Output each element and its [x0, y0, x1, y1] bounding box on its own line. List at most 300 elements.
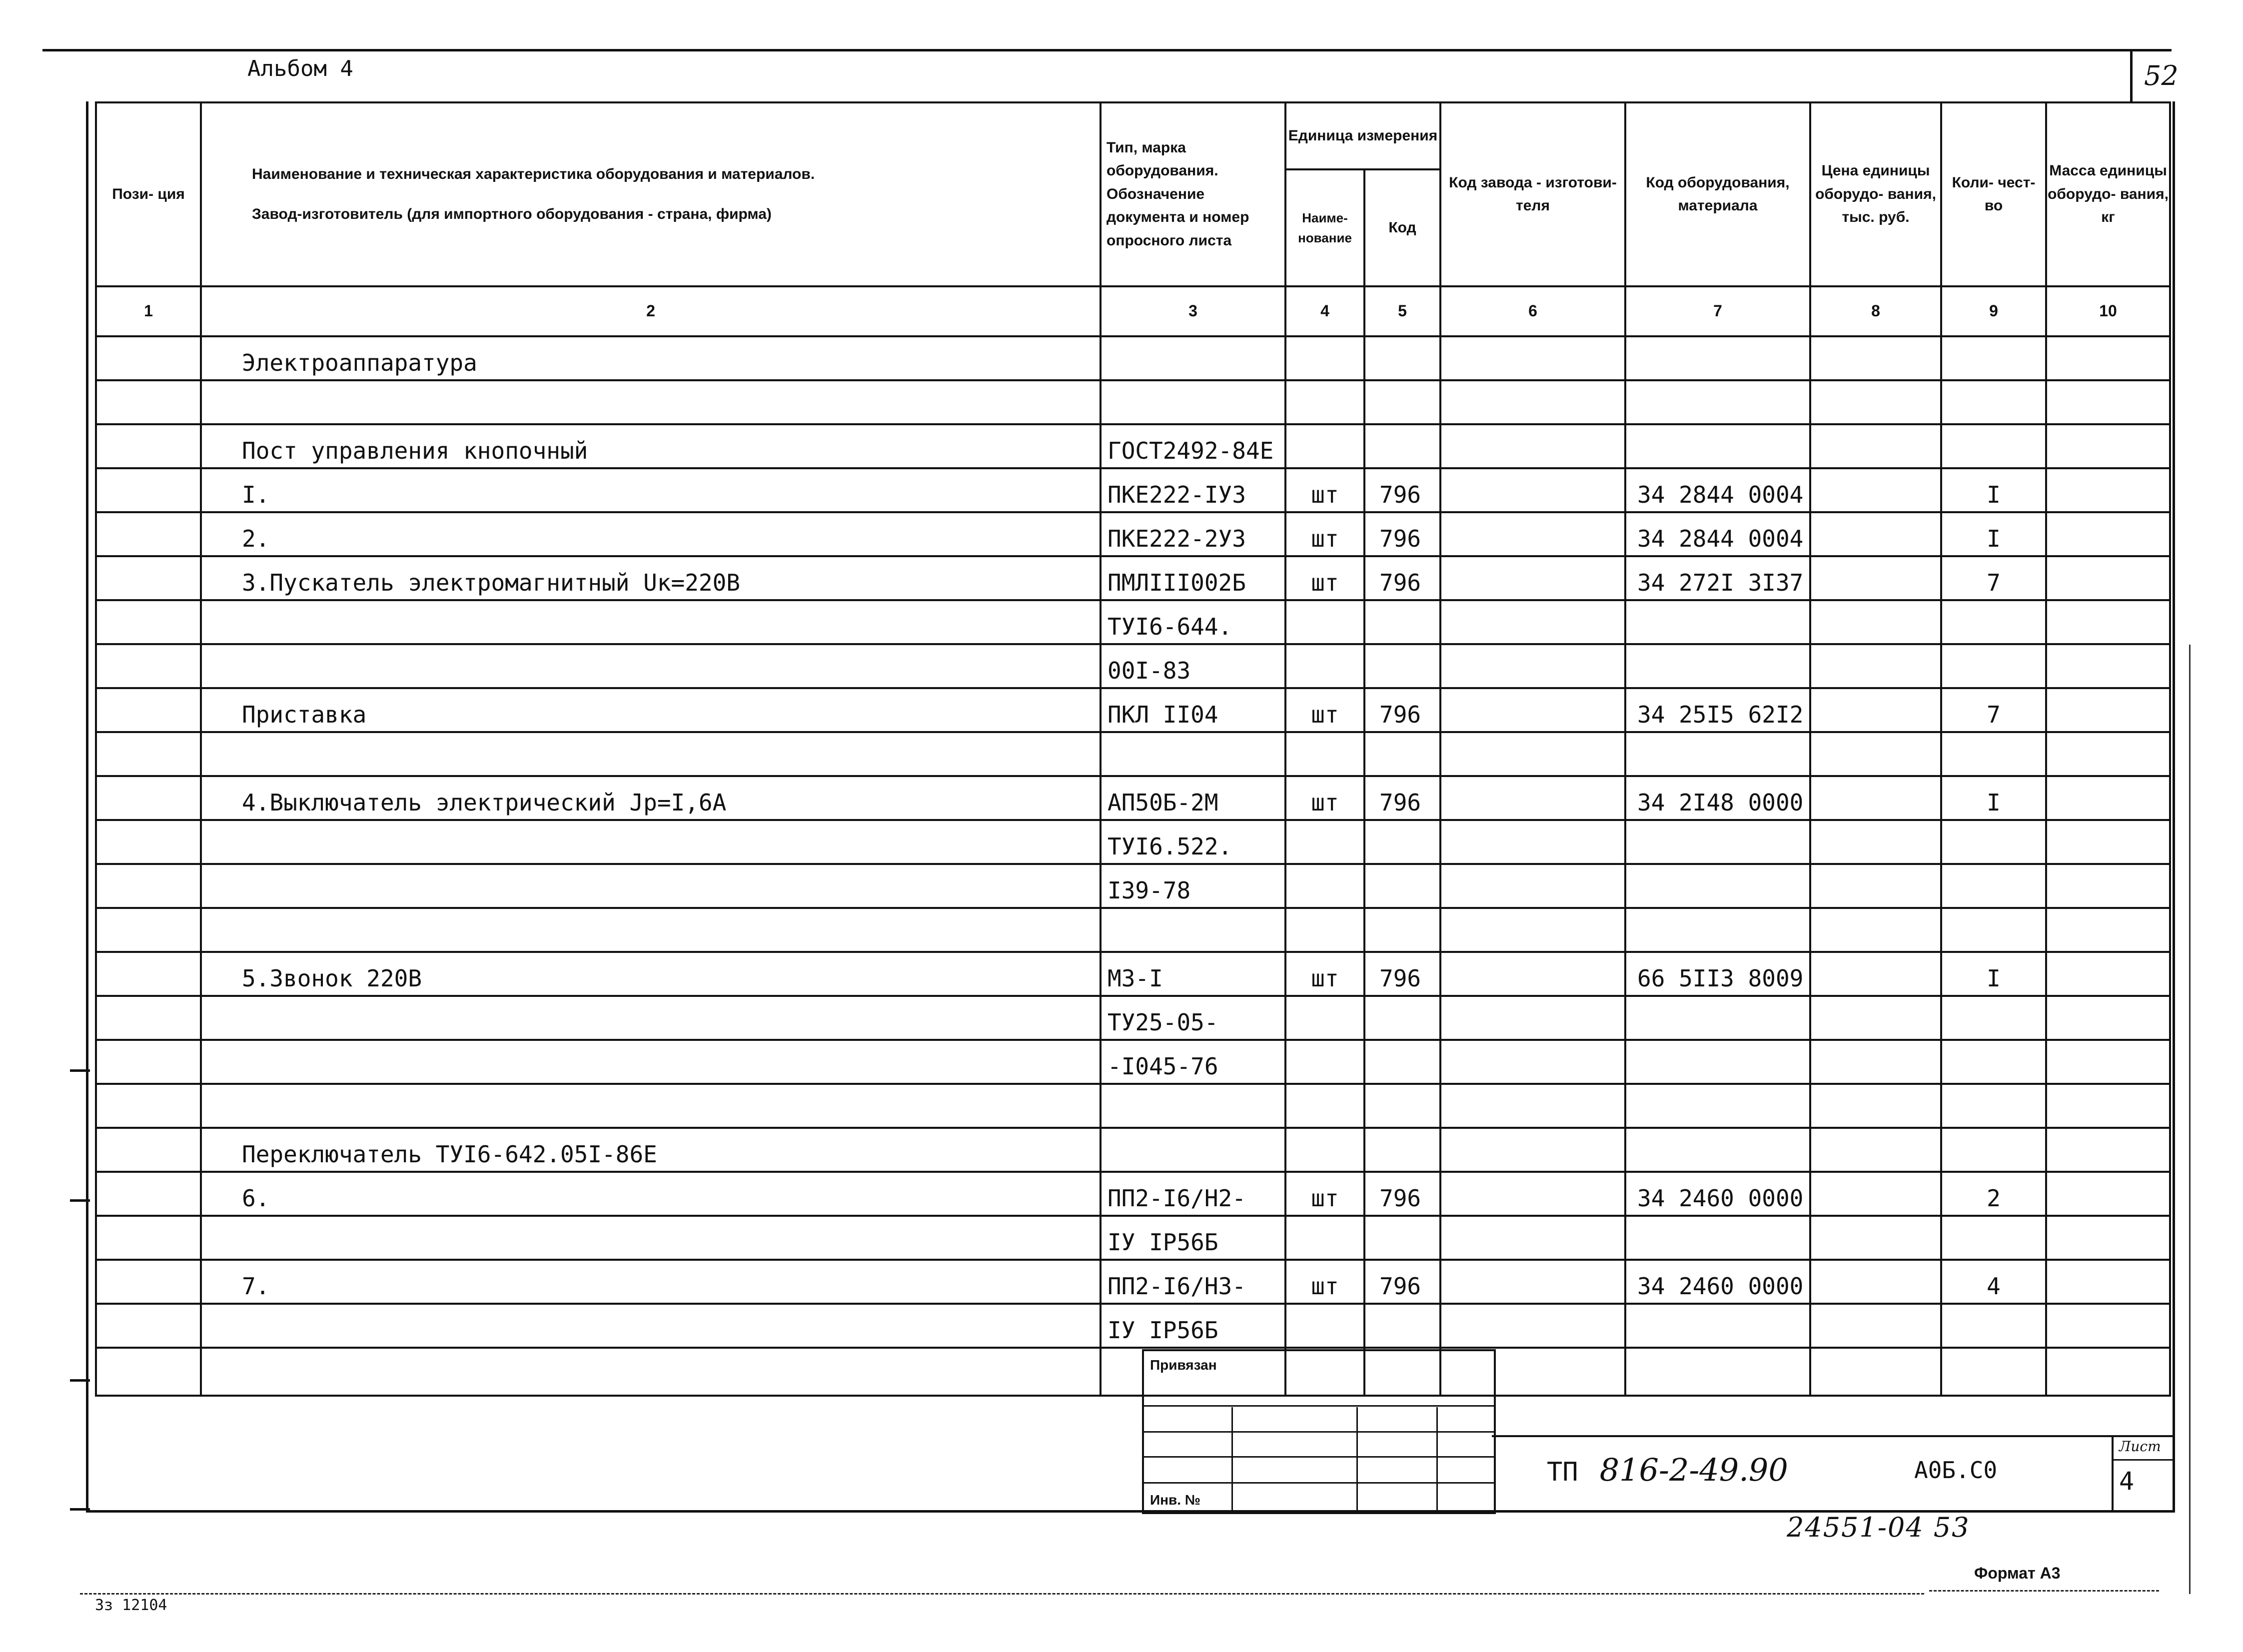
- row-equipment-code-cell: 34 2844 0004: [1625, 512, 1810, 556]
- row-position-cell: [96, 688, 201, 732]
- row-price-cell: [1810, 1084, 1941, 1128]
- row-unit-code-cell: [1364, 424, 1440, 468]
- doc-number: 816-2-49.90: [1599, 1452, 1788, 1488]
- doc-prefix: ТП: [1547, 1457, 1578, 1487]
- row-position-cell: [96, 1260, 201, 1304]
- row-unit-code-cell: [1364, 1040, 1440, 1084]
- stamp-privyazan-label: Привязан: [1150, 1357, 1217, 1373]
- row-type-cell: -I045-76: [1101, 1040, 1285, 1084]
- row-name-cell: Приставка: [201, 688, 1101, 732]
- row-factory-code-cell: [1440, 424, 1625, 468]
- row-factory-code-cell: [1440, 732, 1625, 776]
- row-unit-cell: шт: [1285, 952, 1364, 996]
- row-unit-cell: [1285, 908, 1364, 952]
- row-mass-cell: [2046, 1348, 2170, 1396]
- row-quantity-cell: 4: [1941, 1260, 2046, 1304]
- row-name-cell: [201, 644, 1101, 688]
- row-unit-code-cell: 796: [1364, 776, 1440, 820]
- row-price-cell: [1810, 952, 1941, 996]
- row-name-cell: Переключатель ТУI6-642.05I-86Е: [201, 1128, 1101, 1172]
- row-unit-code-cell: [1364, 996, 1440, 1040]
- table-row: [96, 864, 2170, 908]
- header-equipment-code: Код оборудования, материала: [1625, 102, 1810, 286]
- margin-tick: [70, 1379, 90, 1382]
- row-factory-code-cell: [1440, 952, 1625, 996]
- row-unit-cell: [1285, 1128, 1364, 1172]
- row-equipment-code-cell: [1625, 908, 1810, 952]
- row-quantity-cell: [1941, 380, 2046, 424]
- header-rule: [42, 49, 2172, 51]
- row-mass-cell: [2046, 512, 2170, 556]
- row-name-cell: [201, 380, 1101, 424]
- cut-line: [1929, 1590, 2159, 1592]
- row-factory-code-cell: [1440, 336, 1625, 380]
- cut-line: [80, 1593, 1924, 1595]
- header-row: [96, 102, 2170, 169]
- row-unit-cell: [1285, 996, 1364, 1040]
- col-number: 9: [1941, 286, 2046, 336]
- row-equipment-code-cell: 34 2460 0000: [1625, 1260, 1810, 1304]
- table-row: [96, 688, 2170, 732]
- table-row: [96, 1040, 2170, 1084]
- table-row: [96, 776, 2170, 820]
- row-mass-cell: [2046, 1260, 2170, 1304]
- row-quantity-cell: [1941, 908, 2046, 952]
- row-unit-cell: [1285, 336, 1364, 380]
- row-type-cell: [1101, 380, 1285, 424]
- row-name-cell: [201, 1304, 1101, 1348]
- row-factory-code-cell: [1440, 512, 1625, 556]
- row-position-cell: [96, 1348, 201, 1396]
- row-type-cell: [1101, 908, 1285, 952]
- row-unit-code-cell: 796: [1364, 1260, 1440, 1304]
- row-unit-code-cell: [1364, 336, 1440, 380]
- col-number: 5: [1364, 286, 1440, 336]
- table-row: [96, 1084, 2170, 1128]
- row-type-cell: IУ IP56Б: [1101, 1304, 1285, 1348]
- table-row: [96, 424, 2170, 468]
- row-name-cell: [201, 820, 1101, 864]
- row-unit-code-cell: 796: [1364, 512, 1440, 556]
- row-type-cell: ГОСТ2492-84Е: [1101, 424, 1285, 468]
- row-name-cell: 6.: [201, 1172, 1101, 1216]
- row-unit-code-cell: [1364, 380, 1440, 424]
- row-unit-cell: [1285, 424, 1364, 468]
- row-quantity-cell: [1941, 1084, 2046, 1128]
- document-designation: [1547, 1452, 1788, 1488]
- row-unit-cell: [1285, 600, 1364, 644]
- row-price-cell: [1810, 1348, 1941, 1396]
- row-quantity-cell: [1941, 864, 2046, 908]
- row-price-cell: [1810, 1128, 1941, 1172]
- row-price-cell: [1810, 380, 1941, 424]
- row-position-cell: [96, 1084, 201, 1128]
- row-quantity-cell: [1941, 1040, 2046, 1084]
- row-equipment-code-cell: 34 2844 0004: [1625, 468, 1810, 512]
- row-equipment-code-cell: [1625, 336, 1810, 380]
- row-quantity-cell: [1941, 644, 2046, 688]
- row-mass-cell: [2046, 336, 2170, 380]
- table-row: [96, 908, 2170, 952]
- header-name: [201, 102, 1101, 286]
- row-factory-code-cell: [1440, 864, 1625, 908]
- inventory-number: 24551-04 53: [1787, 1512, 1970, 1543]
- header-quantity: Коли- чест- во: [1941, 102, 2046, 286]
- table-row: [96, 1216, 2170, 1260]
- margin-tick: [70, 1069, 90, 1072]
- row-position-cell: [96, 1128, 201, 1172]
- row-mass-cell: [2046, 952, 2170, 996]
- row-type-cell: I39-78: [1101, 864, 1285, 908]
- row-quantity-cell: [1941, 336, 2046, 380]
- row-type-cell: [1101, 336, 1285, 380]
- header-unit-name: Наиме- нование: [1285, 169, 1364, 286]
- row-factory-code-cell: [1440, 1128, 1625, 1172]
- table-row: [96, 380, 2170, 424]
- row-price-cell: [1810, 1304, 1941, 1348]
- sheet-box-divider: [2112, 1459, 2173, 1461]
- row-price-cell: [1810, 996, 1941, 1040]
- row-unit-code-cell: [1364, 820, 1440, 864]
- row-unit-code-cell: 796: [1364, 952, 1440, 996]
- row-quantity-cell: 7: [1941, 556, 2046, 600]
- row-type-cell: ПКЛ II04: [1101, 688, 1285, 732]
- col-number: 4: [1285, 286, 1364, 336]
- header-factory-code: Код завода - изготови- теля: [1440, 102, 1625, 286]
- row-type-cell: ТУ25-05-: [1101, 996, 1285, 1040]
- row-position-cell: [96, 468, 201, 512]
- column-number-row: [96, 286, 2170, 336]
- header-position: Пози- ция: [96, 102, 201, 286]
- row-factory-code-cell: [1440, 1304, 1625, 1348]
- row-unit-code-cell: [1364, 1128, 1440, 1172]
- row-quantity-cell: I: [1941, 776, 2046, 820]
- row-type-cell: ПП2-I6/Н3-: [1101, 1260, 1285, 1304]
- row-name-cell: [201, 1216, 1101, 1260]
- row-unit-code-cell: 796: [1364, 688, 1440, 732]
- row-price-cell: [1810, 908, 1941, 952]
- row-equipment-code-cell: [1625, 864, 1810, 908]
- row-position-cell: [96, 996, 201, 1040]
- row-equipment-code-cell: 34 2I48 0000: [1625, 776, 1810, 820]
- row-position-cell: [96, 952, 201, 996]
- row-equipment-code-cell: 66 5II3 8009: [1625, 952, 1810, 996]
- row-type-cell: IУ IP56Б: [1101, 1216, 1285, 1260]
- stamp-divider: [1356, 1407, 1358, 1512]
- row-name-cell: 7.: [201, 1260, 1101, 1304]
- row-quantity-cell: [1941, 996, 2046, 1040]
- row-unit-code-cell: [1364, 732, 1440, 776]
- col-number: 1: [96, 286, 201, 336]
- row-unit-cell: [1285, 1040, 1364, 1084]
- stamp-divider: [1231, 1407, 1233, 1512]
- row-name-cell: [201, 908, 1101, 952]
- stamp-line: [1144, 1431, 1494, 1433]
- row-factory-code-cell: [1440, 1260, 1625, 1304]
- doc-code: А0Б.С0: [1914, 1457, 1998, 1484]
- row-position-cell: [96, 512, 201, 556]
- row-equipment-code-cell: [1625, 600, 1810, 644]
- row-position-cell: [96, 336, 201, 380]
- table-row: [96, 644, 2170, 688]
- row-mass-cell: [2046, 468, 2170, 512]
- table-row: [96, 336, 2170, 380]
- row-price-cell: [1810, 1216, 1941, 1260]
- row-factory-code-cell: [1440, 380, 1625, 424]
- row-factory-code-cell: [1440, 776, 1625, 820]
- row-unit-code-cell: [1364, 644, 1440, 688]
- row-name-cell: [201, 1040, 1101, 1084]
- row-unit-cell: [1285, 732, 1364, 776]
- row-quantity-cell: I: [1941, 512, 2046, 556]
- header-mass: Масса единицы оборудо- вания, кг: [2046, 102, 2170, 286]
- row-name-cell: 3.Пускатель электромагнитный Uк=220В: [201, 556, 1101, 600]
- col-number: 10: [2046, 286, 2170, 336]
- margin-tick: [70, 1199, 90, 1202]
- table-row: [96, 1172, 2170, 1216]
- row-quantity-cell: [1941, 1216, 2046, 1260]
- row-name-cell: [201, 600, 1101, 644]
- row-mass-cell: [2046, 776, 2170, 820]
- row-position-cell: [96, 820, 201, 864]
- header-type: Тип, марка оборудования. Обозначение документа и номер опросного листа: [1101, 102, 1285, 286]
- row-position-cell: [96, 908, 201, 952]
- stamp-divider: [1436, 1407, 1438, 1512]
- row-unit-cell: [1285, 1304, 1364, 1348]
- row-position-cell: [96, 864, 201, 908]
- row-equipment-code-cell: [1625, 644, 1810, 688]
- row-mass-cell: [2046, 1216, 2170, 1260]
- margin-line: [2189, 645, 2191, 1594]
- row-mass-cell: [2046, 380, 2170, 424]
- row-position-cell: [96, 1304, 201, 1348]
- title-block-rule: [1492, 1435, 2173, 1437]
- sheet-label: Лист: [2119, 1438, 2161, 1455]
- table-row: [96, 952, 2170, 996]
- row-position-cell: [96, 1172, 201, 1216]
- row-name-cell: 5.Звонок 220В: [201, 952, 1101, 996]
- frame-right-border: [2173, 101, 2175, 1511]
- row-unit-cell: шт: [1285, 512, 1364, 556]
- row-equipment-code-cell: [1625, 1216, 1810, 1260]
- row-unit-code-cell: 796: [1364, 1172, 1440, 1216]
- table-row: [96, 600, 2170, 644]
- row-unit-code-cell: 796: [1364, 556, 1440, 600]
- table-row: [96, 1304, 2170, 1348]
- row-factory-code-cell: [1440, 1040, 1625, 1084]
- row-equipment-code-cell: [1625, 1348, 1810, 1396]
- row-type-cell: МЗ-I: [1101, 952, 1285, 996]
- row-quantity-cell: 7: [1941, 688, 2046, 732]
- row-name-cell: [201, 732, 1101, 776]
- row-factory-code-cell: [1440, 1216, 1625, 1260]
- col-number: 3: [1101, 286, 1285, 336]
- row-type-cell: ПП2-I6/Н2-: [1101, 1172, 1285, 1216]
- col-number: 2: [201, 286, 1101, 336]
- approval-stamp: [1142, 1349, 1496, 1514]
- row-factory-code-cell: [1440, 1172, 1625, 1216]
- row-unit-code-cell: [1364, 1216, 1440, 1260]
- row-unit-cell: [1285, 644, 1364, 688]
- row-quantity-cell: [1941, 820, 2046, 864]
- row-mass-cell: [2046, 644, 2170, 688]
- row-unit-code-cell: [1364, 600, 1440, 644]
- row-unit-cell: шт: [1285, 688, 1364, 732]
- row-price-cell: [1810, 1040, 1941, 1084]
- table-row: [96, 556, 2170, 600]
- row-type-cell: [1101, 732, 1285, 776]
- row-factory-code-cell: [1440, 996, 1625, 1040]
- row-unit-cell: шт: [1285, 1172, 1364, 1216]
- row-quantity-cell: [1941, 1304, 2046, 1348]
- header-unit-group: Единица измерения: [1285, 102, 1440, 169]
- row-unit-cell: [1285, 820, 1364, 864]
- row-name-cell: [201, 864, 1101, 908]
- row-mass-cell: [2046, 1084, 2170, 1128]
- row-quantity-cell: [1941, 1348, 2046, 1396]
- row-factory-code-cell: [1440, 556, 1625, 600]
- row-price-cell: [1810, 336, 1941, 380]
- row-quantity-cell: [1941, 600, 2046, 644]
- row-position-cell: [96, 732, 201, 776]
- row-equipment-code-cell: [1625, 1040, 1810, 1084]
- sheet-number: 52: [2144, 60, 2179, 91]
- margin-tick: [70, 1508, 90, 1511]
- row-equipment-code-cell: [1625, 820, 1810, 864]
- row-name-cell: [201, 1348, 1101, 1396]
- row-mass-cell: [2046, 424, 2170, 468]
- row-price-cell: [1810, 644, 1941, 688]
- row-position-cell: [96, 1040, 201, 1084]
- row-price-cell: [1810, 424, 1941, 468]
- row-price-cell: [1810, 1172, 1941, 1216]
- row-unit-cell: шт: [1285, 1260, 1364, 1304]
- row-price-cell: [1810, 468, 1941, 512]
- row-factory-code-cell: [1440, 468, 1625, 512]
- row-position-cell: [96, 644, 201, 688]
- row-mass-cell: [2046, 732, 2170, 776]
- row-mass-cell: [2046, 1040, 2170, 1084]
- row-name-cell: [201, 1084, 1101, 1128]
- row-mass-cell: [2046, 600, 2170, 644]
- row-unit-code-cell: [1364, 1304, 1440, 1348]
- row-unit-code-cell: 796: [1364, 468, 1440, 512]
- row-factory-code-cell: [1440, 644, 1625, 688]
- row-position-cell: [96, 1216, 201, 1260]
- row-unit-cell: [1285, 1084, 1364, 1128]
- album-label: Альбом 4: [247, 56, 353, 81]
- row-unit-cell: шт: [1285, 468, 1364, 512]
- row-equipment-code-cell: [1625, 424, 1810, 468]
- row-type-cell: 00I-83: [1101, 644, 1285, 688]
- row-position-cell: [96, 600, 201, 644]
- row-mass-cell: [2046, 688, 2170, 732]
- row-mass-cell: [2046, 1304, 2170, 1348]
- row-quantity-cell: I: [1941, 952, 2046, 996]
- row-unit-cell: шт: [1285, 556, 1364, 600]
- row-factory-code-cell: [1440, 1084, 1625, 1128]
- row-factory-code-cell: [1440, 908, 1625, 952]
- row-position-cell: [96, 424, 201, 468]
- table-row: [96, 1260, 2170, 1304]
- row-mass-cell: [2046, 556, 2170, 600]
- row-factory-code-cell: [1440, 600, 1625, 644]
- row-equipment-code-cell: [1625, 380, 1810, 424]
- table-row: [96, 468, 2170, 512]
- row-price-cell: [1810, 512, 1941, 556]
- table-row: [96, 996, 2170, 1040]
- table-row: [96, 820, 2170, 864]
- row-position-cell: [96, 380, 201, 424]
- row-quantity-cell: [1941, 424, 2046, 468]
- row-mass-cell: [2046, 1172, 2170, 1216]
- row-price-cell: [1810, 1260, 1941, 1304]
- table-row: [96, 512, 2170, 556]
- row-position-cell: [96, 776, 201, 820]
- format-label: Формат А3: [1974, 1564, 2061, 1582]
- header-name-line1: Наименование и техническая характеристика оборудования и материалов.: [252, 165, 815, 182]
- row-equipment-code-cell: [1625, 1128, 1810, 1172]
- row-type-cell: ПМЛIII002Б: [1101, 556, 1285, 600]
- row-mass-cell: [2046, 1128, 2170, 1172]
- row-name-cell: Электроаппаратура: [201, 336, 1101, 380]
- frame-left-border: [86, 101, 88, 1511]
- row-unit-cell: шт: [1285, 776, 1364, 820]
- row-mass-cell: [2046, 996, 2170, 1040]
- row-price-cell: [1810, 864, 1941, 908]
- row-name-cell: [201, 996, 1101, 1040]
- row-quantity-cell: [1941, 1128, 2046, 1172]
- col-number: 6: [1440, 286, 1625, 336]
- row-type-cell: [1101, 1084, 1285, 1128]
- stamp-line: [1144, 1482, 1494, 1484]
- row-equipment-code-cell: [1625, 732, 1810, 776]
- row-unit-code-cell: [1364, 1084, 1440, 1128]
- table-row: [96, 732, 2170, 776]
- row-type-cell: ТУI6-644.: [1101, 600, 1285, 644]
- bottom-code: 3з 12104: [95, 1597, 167, 1614]
- row-equipment-code-cell: [1625, 1084, 1810, 1128]
- stamp-inventory-label: Инв. №: [1150, 1492, 1201, 1508]
- row-equipment-code-cell: 34 272I 3I37: [1625, 556, 1810, 600]
- row-quantity-cell: 2: [1941, 1172, 2046, 1216]
- row-equipment-code-cell: 34 25I5 62I2: [1625, 688, 1810, 732]
- row-type-cell: [1101, 1128, 1285, 1172]
- row-name-cell: I.: [201, 468, 1101, 512]
- row-mass-cell: [2046, 864, 2170, 908]
- row-mass-cell: [2046, 908, 2170, 952]
- row-unit-cell: [1285, 1216, 1364, 1260]
- row-quantity-cell: [1941, 732, 2046, 776]
- header-price: Цена единицы оборудо- вания, тыс. руб.: [1810, 102, 1941, 286]
- row-unit-cell: [1285, 380, 1364, 424]
- row-position-cell: [96, 556, 201, 600]
- row-factory-code-cell: [1440, 688, 1625, 732]
- row-price-cell: [1810, 556, 1941, 600]
- specification-table: [95, 101, 2171, 1397]
- row-unit-cell: [1285, 864, 1364, 908]
- row-name-cell: Пост управления кнопочный: [201, 424, 1101, 468]
- row-price-cell: [1810, 732, 1941, 776]
- row-price-cell: [1810, 820, 1941, 864]
- table-row: [96, 1128, 2170, 1172]
- row-type-cell: ТУI6.522.: [1101, 820, 1285, 864]
- row-equipment-code-cell: [1625, 1304, 1810, 1348]
- row-equipment-code-cell: 34 2460 0000: [1625, 1172, 1810, 1216]
- row-type-cell: ПКЕ222-2У3: [1101, 512, 1285, 556]
- row-equipment-code-cell: [1625, 996, 1810, 1040]
- row-unit-code-cell: [1364, 908, 1440, 952]
